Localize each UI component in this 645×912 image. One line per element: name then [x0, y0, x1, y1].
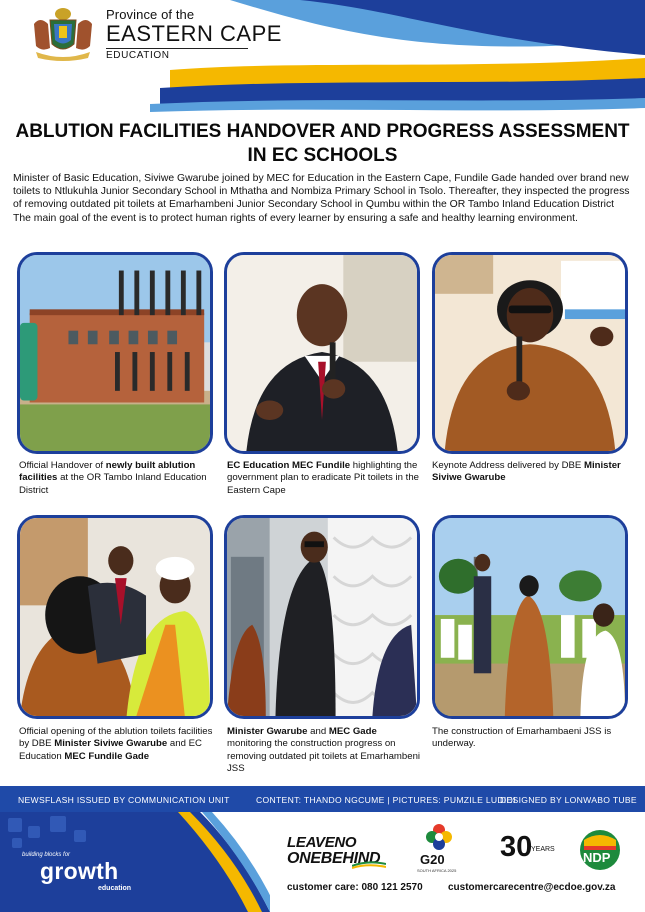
g20-sub-text: SOUTH AFRICA 2025	[417, 868, 457, 873]
leave-no-one-behind-swoosh-icon	[352, 860, 386, 870]
caption-mec-speaking	[227, 460, 422, 497]
ndp-logo-text: NDP	[583, 850, 611, 865]
caption-4-text-mid: and EC Education	[19, 738, 202, 762]
credit-newsflash: NEWSFLASH ISSUED BY COMMUNICATION UNIT	[18, 795, 230, 805]
growth-logo-text: growth	[40, 858, 119, 884]
caption-1-text-post: at the OR Tambo Inland Education District	[19, 472, 207, 496]
province-name	[106, 8, 282, 61]
caption-1-text-pre: Official Handover of	[19, 460, 106, 471]
coat-of-arms-icon	[26, 6, 100, 62]
school-visit-photo-icon	[435, 518, 625, 716]
caption-official-opening	[19, 726, 214, 763]
photo-toilet-block	[17, 252, 213, 454]
intro-text	[13, 172, 635, 225]
caption-toilet-block	[19, 460, 214, 497]
g20-flower-icon	[424, 822, 454, 852]
caption-minister-speaking	[432, 460, 627, 485]
thirty-years-logo-text: YEARS	[531, 846, 555, 853]
building-blocks-text: building blocks for	[22, 852, 71, 858]
opening-photo-icon	[20, 518, 210, 716]
caption-inspection	[227, 726, 422, 776]
photo-minister-speaking	[432, 252, 628, 454]
page-header	[0, 0, 645, 118]
g20-logo-text: G20	[420, 852, 445, 867]
mec-speaking-photo-icon	[227, 255, 417, 451]
toilet-block-photo-icon	[20, 255, 210, 451]
province-line-3: EDUCATION	[106, 48, 248, 61]
caption-school-visit	[432, 726, 627, 751]
caption-4-text-pre: Official opening of the ablution toilets facilities by DBE	[19, 726, 213, 750]
intro-paragraph-1: Minister of Basic Education, Siviwe Gwarube joined by MEC for Education in the Eastern Cape, Fundile Gade handed over brand new toilets to Ntlukuhla Junior Secondary School in Mthatha and Nombiza Primary School in Tsolo. Thereafter, they inspected the progress of removing outdated pit toilets at Emarhambeni Junior Secondary School in Qumbu within the OR Tambo Inland Education District	[13, 173, 630, 211]
caption-5-bold: Minister Gwarube	[227, 726, 308, 737]
photo-official-opening	[17, 515, 213, 719]
photo-school-visit	[432, 515, 628, 719]
leave-no-one-behind-logo-line-1: LEAVENO	[287, 834, 357, 851]
inspection-photo-icon	[227, 518, 417, 716]
photo-inspection	[224, 515, 420, 719]
growth-education-text: education	[98, 885, 132, 892]
credits-bar	[0, 786, 645, 812]
intro-paragraph-2: The main goal of the event is to protect human rights of every learner by ensuring a safe and healthy learning environment.	[13, 212, 578, 224]
province-line-1: Province of the	[106, 7, 195, 22]
caption-6-text: The construction of Emarhambaeni JSS is underway.	[432, 726, 612, 750]
caption-2-text-post: highlighting the government plan to eradicate Pit toilets in the Eastern Cape	[227, 460, 419, 496]
caption-5-text-mid: and	[307, 726, 329, 737]
caption-4-bold-2: MEC Fundile Gade	[64, 750, 150, 762]
caption-3-bold: Minister Siviwe Gwarube	[432, 460, 621, 484]
page-title: ABLUTION FACILITIES HANDOVER AND PROGRESS ASSESSMENT IN EC SCHOOLS	[15, 121, 630, 166]
caption-4-bold: Minister Siviwe Gwarube	[54, 738, 168, 750]
minister-speaking-photo-icon	[435, 255, 625, 451]
leave-no-one-behind-logo-line-2: ONEBEHIND	[287, 850, 381, 867]
page-footer	[0, 812, 645, 912]
credit-content: CONTENT: THANDO NGCUME | PICTURES: PUMZILE LUDIDI	[256, 795, 516, 805]
thirty-years-logo-number: 30	[500, 831, 533, 863]
caption-5-text-post: monitoring the construction progress on removing outdated pit toilets at Emarhambeni JSS	[227, 738, 421, 775]
province-line-2: EASTERN CAPE	[106, 21, 282, 46]
customer-care-number: customer care: 080 121 2570	[287, 882, 423, 893]
credit-designed: DESIGNED BY LONWABO TUBE	[500, 795, 637, 805]
photo-mec-speaking	[224, 252, 420, 454]
caption-2-bold: EC Education MEC Fundile	[227, 460, 351, 471]
caption-1-bold: newly built ablution facilities	[19, 460, 196, 484]
customer-care-email[interactable]: customercarecentre@ecdoe.gov.za	[448, 882, 616, 893]
caption-5-bold-2: MEC Gade	[328, 726, 377, 737]
caption-3-text-pre: Keynote Address delivered by DBE	[432, 460, 584, 471]
